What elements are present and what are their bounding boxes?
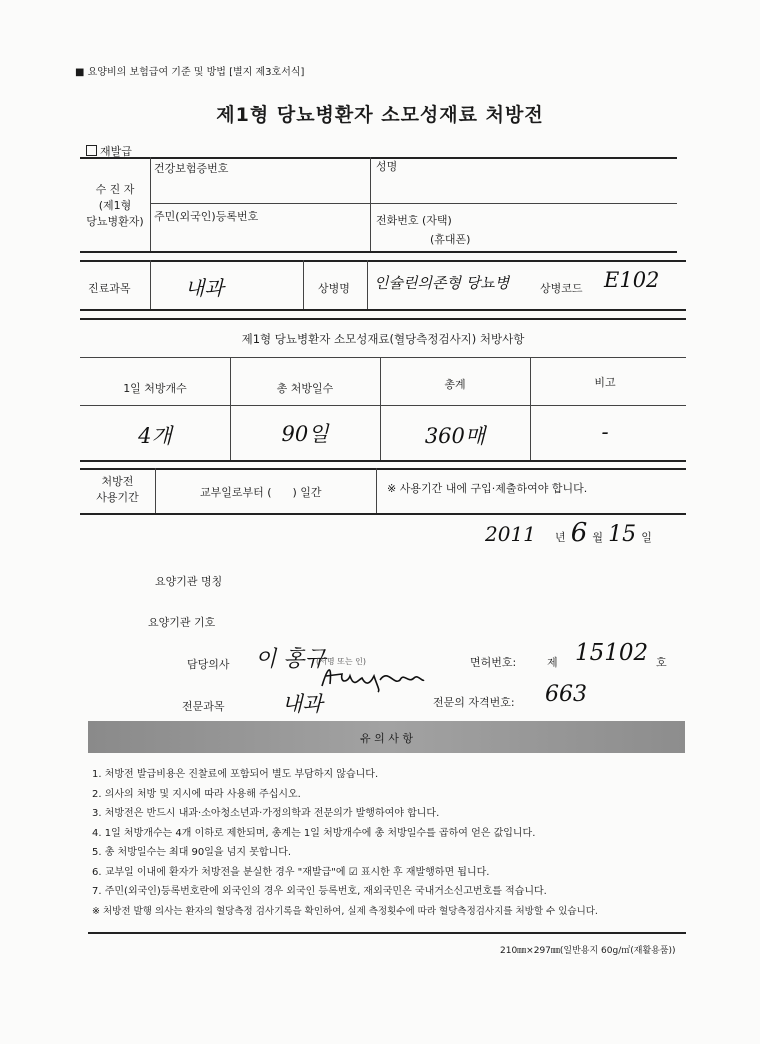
license-suffix: 호	[656, 656, 667, 669]
notes-title: 유 의 사 항	[360, 732, 413, 745]
license-label: 면허번호:	[470, 656, 517, 669]
disease-value: 인슐린의존형 당뇨병	[374, 274, 510, 292]
mobile-label: (휴대폰)	[430, 233, 471, 246]
signature-hint: (서명 또는 인)	[316, 657, 366, 666]
notes-list	[92, 765, 692, 921]
note-item: ※ 처방전 발행 의사는 환자의 혈당측정 검사기록을 확인하여, 실제 측정횟수에 따라 혈당측정검사지를 처방할 수 있습니다.	[92, 905, 598, 917]
institution-name-label: 요양기관 명칭	[155, 575, 223, 588]
rx-header-days: 총 처방일수	[276, 382, 334, 395]
code-value: E102	[604, 268, 660, 292]
rx-value-daily: 4개	[138, 424, 172, 448]
period-text: 교부일로부터 ( ) 일간	[200, 486, 322, 499]
divider	[155, 468, 156, 513]
doctor-name: 이 홍규	[255, 647, 326, 672]
specialty-label: 전문과목	[182, 700, 225, 713]
divider	[367, 260, 368, 309]
rx-header-daily: 1일 처방개수	[123, 382, 187, 395]
recipient-label	[80, 182, 150, 230]
disease-label: 상병명	[318, 282, 350, 295]
divider	[80, 309, 686, 311]
page-title: 제1형 당뇨병환자 소모성재료 처방전	[216, 104, 544, 126]
reissue-label: 재발급	[100, 145, 132, 158]
resident-no-label: 주민(외국인)등록번호	[154, 210, 259, 223]
phone-label: 전화번호 (자택)	[376, 214, 452, 227]
institution-code-label: 요양기관 기호	[148, 616, 216, 629]
issue-date	[485, 518, 652, 548]
rx-header-total: 총계	[444, 378, 466, 391]
divider	[530, 357, 531, 460]
specialty-value: 내과	[282, 692, 323, 716]
rx-value-note: -	[601, 420, 609, 444]
code-label: 상병코드	[540, 282, 583, 295]
specialist-number: 663	[545, 682, 587, 707]
dept-value: 내과	[185, 276, 224, 300]
divider	[80, 251, 677, 253]
rx-header-note: 비고	[594, 376, 616, 389]
date-year: 2011	[485, 522, 536, 546]
divider	[80, 318, 686, 320]
recipient-label-line: 수 진 자	[95, 183, 135, 196]
date-month: 6	[570, 518, 588, 548]
rx-value-total: 360매	[424, 424, 486, 448]
divider	[376, 468, 377, 513]
recipient-label-line: 당뇨병환자)	[86, 215, 144, 228]
square-bullet-icon: ■	[75, 67, 85, 78]
period-label-line: 처방전	[101, 475, 134, 488]
doctor-signature	[318, 658, 428, 694]
period-label-line: 사용기간	[96, 491, 139, 504]
license-prefix: 제	[547, 656, 558, 669]
header-note: 요양비의 보험급여 기준 및 방법 [별지 제3호서식]	[87, 67, 305, 78]
divider	[150, 203, 677, 204]
divider	[150, 157, 151, 251]
date-day: 15	[608, 522, 637, 547]
recipient-label-line: (제1형	[98, 199, 132, 212]
rx-title: 제1형 당뇨병환자 소모성재료(혈당측정검사지) 처방사항	[241, 332, 525, 346]
divider	[80, 468, 686, 470]
divider	[80, 460, 686, 462]
divider	[80, 513, 686, 515]
checkbox-icon[interactable]	[86, 145, 97, 156]
header-note-row	[75, 63, 304, 78]
date-month-unit: 월	[592, 531, 604, 544]
divider	[370, 157, 371, 251]
divider	[80, 405, 686, 406]
paper-spec-footer: 210㎜×297㎜(일반용지 60g/㎡(재활용품))	[500, 946, 676, 956]
date-year-unit: 년	[555, 531, 566, 544]
note-item: 7. 주민(외국인)등록번호란에 외국인의 경우 외국인 등록번호, 재외국민은 국내거소신고번호를 적습니다.	[92, 886, 547, 897]
divider	[303, 260, 304, 309]
doctor-label: 담당의사	[187, 658, 230, 671]
divider	[88, 932, 686, 934]
divider	[150, 260, 151, 309]
divider	[80, 260, 686, 262]
divider	[80, 357, 686, 358]
note-item: 3. 처방전은 반드시 내과·소아청소년과·가정의학과 전문의가 발행하여야 합니다.	[92, 808, 440, 819]
name-label: 성명	[376, 160, 398, 173]
note-item: 2. 의사의 처방 및 지시에 따라 사용해 주십시오.	[92, 788, 301, 800]
rx-value-days: 90일	[281, 422, 329, 446]
license-number: 15102	[575, 640, 649, 666]
note-item: 1. 처방전 발급비용은 진찰료에 포함되어 별도 부담하지 않습니다.	[92, 769, 379, 780]
period-label	[80, 474, 155, 506]
specialist-no-label: 전문의 자격번호:	[433, 696, 515, 709]
period-notice: ※ 사용기간 내에 구입·제출하여야 합니다.	[387, 482, 588, 495]
note-item: 6. 교부일 이내에 환자가 처방전을 분실한 경우 "재발급"에 ☑ 표시한 후 재발행하면 됩니다.	[92, 866, 490, 878]
date-day-unit: 일	[641, 531, 652, 544]
insurance-no-label: 건강보험증번호	[154, 162, 229, 175]
note-item: 5. 총 처방일수는 최대 90일을 넘지 못합니다.	[92, 847, 292, 858]
dept-label: 진료과목	[88, 282, 131, 295]
note-item: 4. 1일 처방개수는 4개 이하로 제한되며, 총계는 1일 처방개수에 총 처방일수를 곱하여 얻은 값입니다.	[92, 827, 536, 839]
